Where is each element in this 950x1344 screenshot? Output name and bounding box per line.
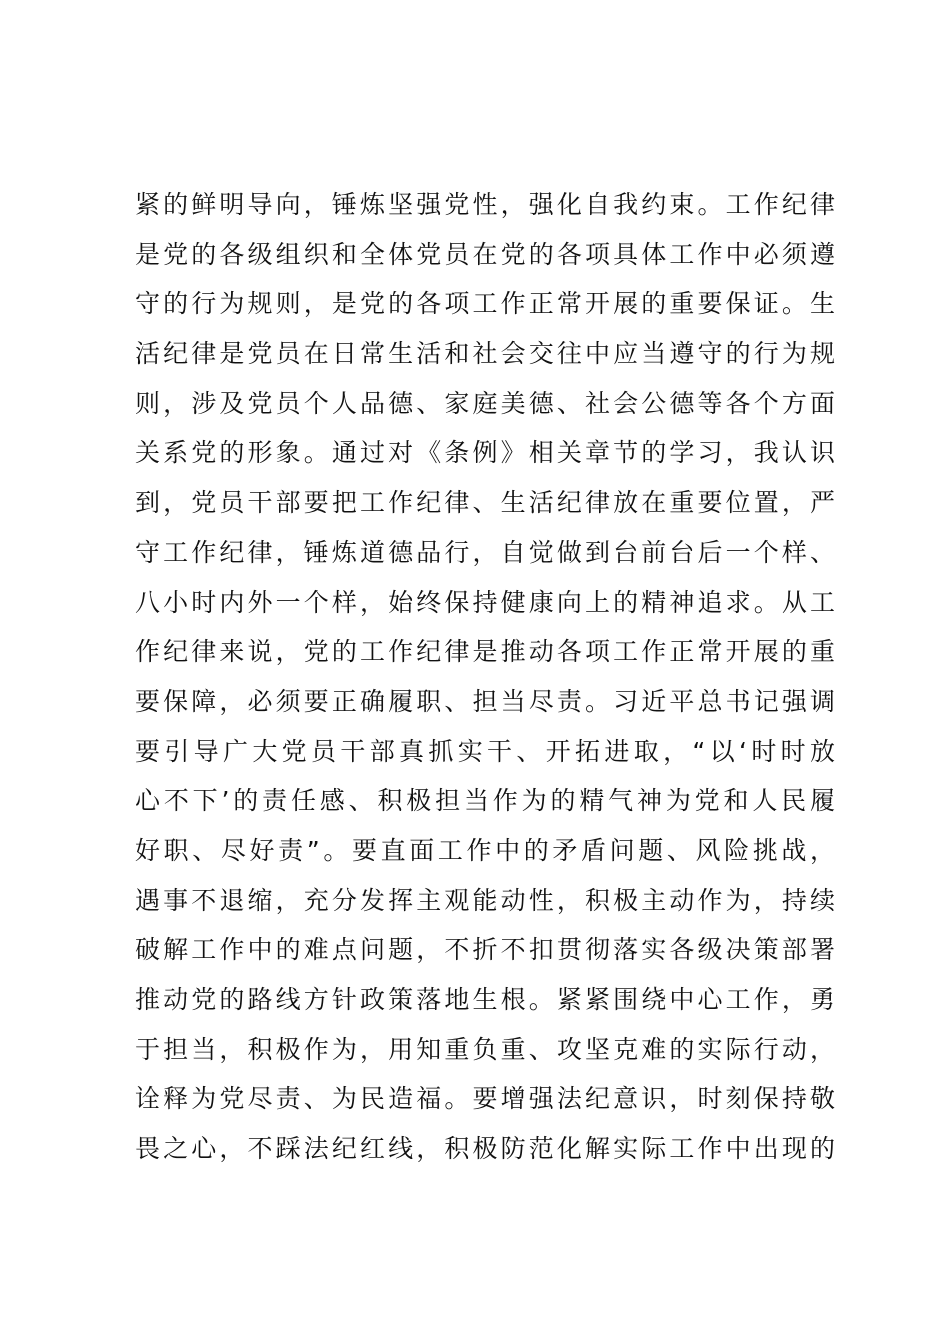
- text-line-5: 则，涉及党员个人品德、家庭美德、社会公德等各个方面: [135, 388, 835, 418]
- body-paragraph: [135, 180, 835, 1174]
- text-line-12: 要引导广大党员干部真抓实干、开拓进取，“以‘时时放: [135, 736, 835, 766]
- text-line-4: 活纪律是党员在日常生活和社会交往中应当遵守的行为规: [135, 339, 835, 369]
- text-line-11: 要保障，必须要正确履职、担当尽责。习近平总书记强调: [135, 686, 835, 716]
- text-line-9: 八小时内外一个样，始终保持健康向上的精神追求。从工: [135, 587, 835, 617]
- text-line-6: 关系党的形象。通过对《条例》相关章节的学习，我认识: [135, 438, 835, 468]
- text-line-20: 畏之心，不踩法纪红线，积极防范化解实际工作中出现的: [135, 1134, 835, 1164]
- text-line-15: 遇事不退缩，充分发挥主观能动性，积极主动作为，持续: [135, 885, 835, 915]
- text-line-17: 推动党的路线方针政策落地生根。紧紧围绕中心工作，勇: [135, 985, 835, 1014]
- text-line-18: 于担当，积极作为，用知重负重、攻坚克难的实际行动，: [135, 1034, 835, 1064]
- text-line-10: 作纪律来说，党的工作纪律是推动各项工作正常开展的重: [135, 637, 835, 667]
- text-line-14: 好职、尽好责”。要直面工作中的矛盾问题、风险挑战，: [135, 835, 835, 865]
- text-line-8: 守工作纪律，锤炼道德品行，自觉做到台前台后一个样、: [135, 537, 835, 567]
- text-line-2: 是党的各级组织和全体党员在党的各项具体工作中必须遵: [135, 239, 835, 269]
- text-line-1: 紧的鲜明导向，锤炼坚强党性，强化自我约束。工作纪律: [135, 190, 835, 219]
- text-line-7: 到，党员干部要把工作纪律、生活纪律放在重要位置，严: [135, 488, 835, 518]
- text-line-13: 心不下’的责任感、积极担当作为的精气神为党和人民履: [135, 786, 835, 816]
- text-line-16: 破解工作中的难点问题，不折不扣贯彻落实各级决策部署: [135, 935, 835, 965]
- text-line-3: 守的行为规则，是党的各项工作正常开展的重要保证。生: [135, 289, 835, 319]
- text-line-19: 诠释为党尽责、为民造福。要增强法纪意识，时刻保持敬: [135, 1084, 835, 1114]
